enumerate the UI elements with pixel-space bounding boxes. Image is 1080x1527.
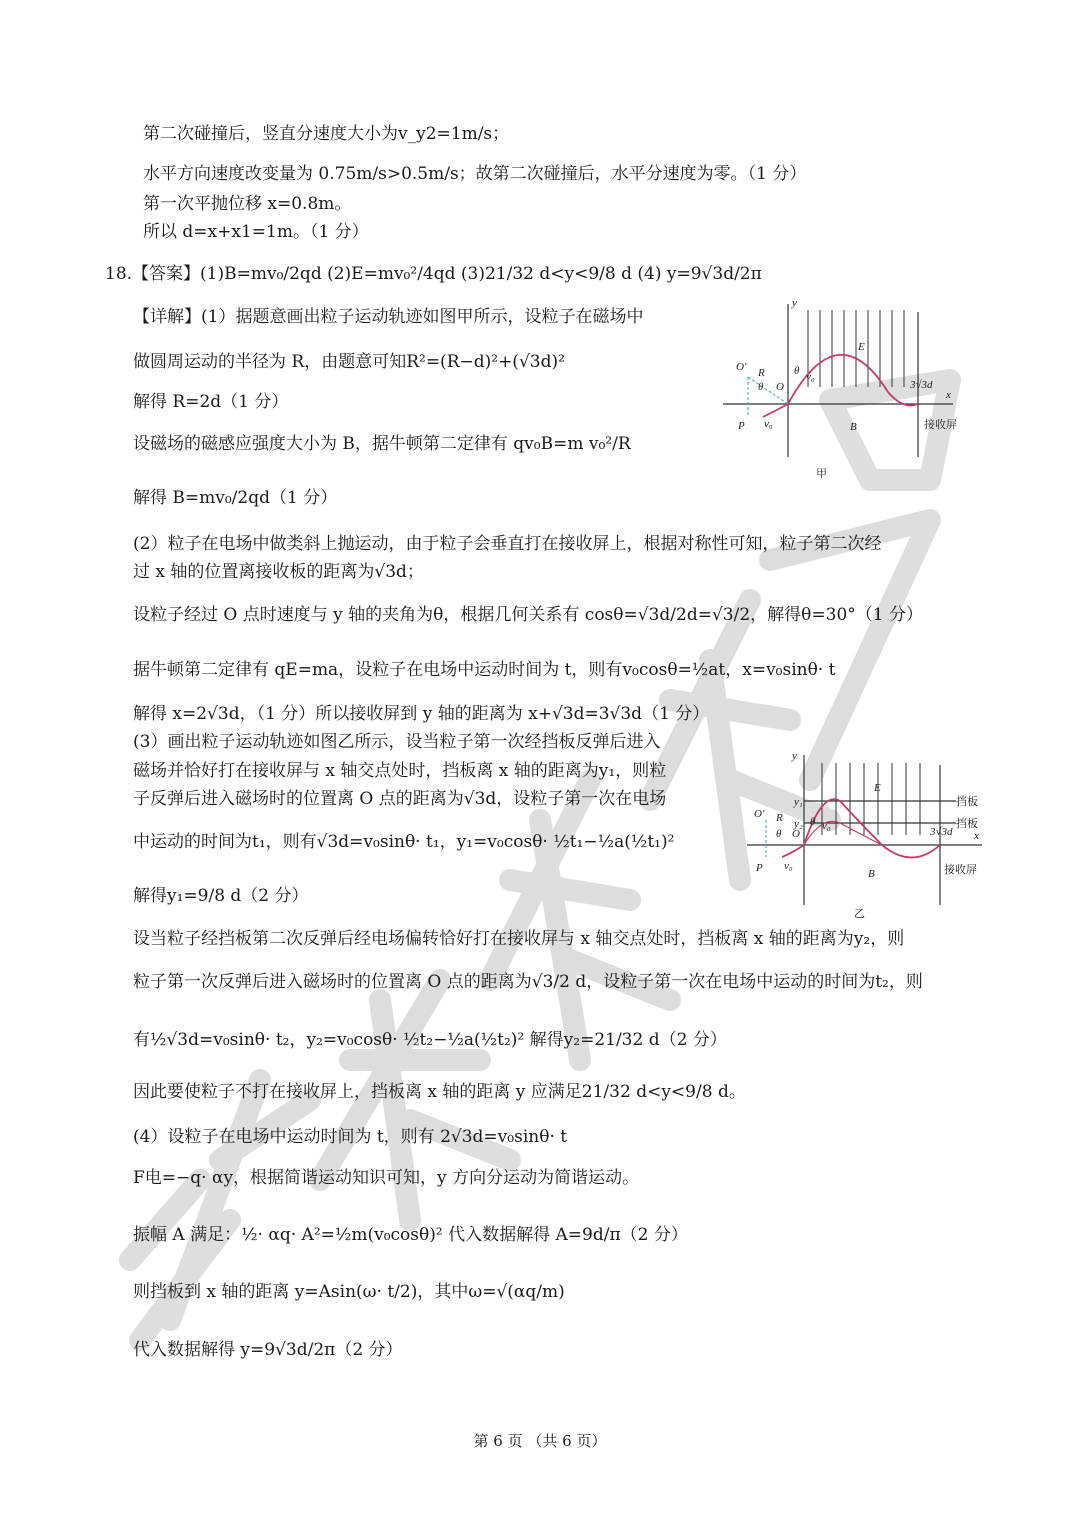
fig-label: O: [776, 381, 784, 393]
fig-label: x: [946, 389, 951, 401]
fig-label: y₂: [794, 818, 803, 830]
text-line: 粒子第一次反弹后进入磁场时的位置离 O 点的距离为√3/2 d，设粒子第一次在电场中运动的时间为t₂，则: [133, 972, 923, 992]
text-line: 子反弹后进入磁场时的位置离 O 点的距离为√3d，设粒子第一次在电场: [133, 789, 667, 809]
fig-label: θ: [810, 816, 816, 828]
fig-label: P: [738, 420, 745, 432]
fig-label: O': [754, 808, 765, 820]
text-line: (2）粒子在电场中做类斜上抛运动，由于粒子会垂直打在接收屏上，根据对称性可知，粒子第二次经: [133, 534, 882, 554]
fig-label: θ: [776, 828, 782, 840]
text-line: 设当粒子经挡板第二次反弹后经电场偏转恰好打在接收屏与 x 轴交点处时，挡板离 x 轴的距离为y₂，则: [133, 929, 905, 949]
fig-label: x: [974, 830, 979, 842]
text-line: 则挡板到 x 轴的距离 y=Asin(ω· t/2)，其中ω=√(αq/m): [133, 1282, 565, 1302]
text-line: (4）设粒子在电场中运动时间为 t，则有 2√3d=v₀sinθ· t: [133, 1127, 568, 1147]
fig-label: B: [868, 868, 875, 880]
fig-label: y: [792, 750, 797, 762]
fig-label: 3√3d: [910, 379, 933, 391]
fig-label: O: [792, 828, 800, 840]
fig-caption: 乙: [854, 908, 865, 920]
fig-label: y₁: [794, 796, 803, 808]
fig-label: 挡板: [956, 796, 978, 808]
text-line: 做圆周运动的半径为 R，由题意可知R²=(R−d)²+(√3d)²: [133, 352, 565, 372]
fig-label: y: [792, 297, 797, 309]
text-line: 过 x 轴的位置离接收板的距离为√3d；: [133, 562, 424, 582]
fig-label: v₀: [806, 371, 815, 383]
fig-label: v₀: [822, 820, 831, 832]
text-line: 解得 R=2d（1 分）: [133, 392, 289, 412]
text-line: 解得y₁=9/8 d（2 分）: [133, 886, 309, 906]
text-line: (3）画出粒子运动轨迹如图乙所示，设当粒子第一次经挡板反弹后进入: [133, 732, 661, 752]
text-line: 水平方向速度改变量为 0.75m/s>0.5m/s；故第二次碰撞后，水平分速度为零。（1 分）: [143, 164, 807, 184]
text-line: F电=−q· αy，根据简谐运动知识可知，y 方向分运动为简谐运动。: [133, 1168, 640, 1188]
text-line: 第二次碰撞后，竖直分速度大小为v_y2=1m/s；: [143, 124, 510, 144]
fig-label: 接收屏: [944, 864, 977, 876]
fig-label: B: [850, 421, 857, 433]
fig-label: 接收屏: [924, 419, 957, 431]
fig-label: R: [776, 812, 783, 824]
fig-label: E: [874, 782, 881, 794]
text-line: 第一次平抛位移 x=0.8m。: [143, 194, 352, 214]
fig-label: v₀: [784, 860, 793, 872]
text-line: 设粒子经过 O 点时速度与 y 轴的夹角为θ，根据几何关系有 cosθ=√3d/2d=√3/2，解得θ=30°（1 分）: [133, 605, 923, 625]
fig-label: E: [858, 341, 865, 353]
figure-jia: [718, 292, 958, 482]
fig-label: R: [758, 367, 765, 379]
text-line: 据牛顿第二定律有 qE=ma，设粒子在电场中运动时间为 t，则有v₀cosθ=½at，x=v₀sinθ· t: [133, 660, 836, 680]
text-line: 【详解】(1）据题意画出粒子运动轨迹如图甲所示，设粒子在磁场中: [133, 307, 644, 327]
text-line: 因此要使粒子不打在接收屏上，挡板离 x 轴的距离 y 应满足21/32 d<y<9/8 d。: [133, 1082, 746, 1102]
fig-label: O': [736, 361, 747, 373]
figure-yi: [742, 745, 992, 925]
text-line: 设磁场的磁感应强度大小为 B，据牛顿第二定律有 qv₀B=m v₀²/R: [133, 434, 631, 454]
fig-label: θ: [758, 381, 764, 393]
fig-caption: 甲: [816, 468, 827, 480]
text-line: 所以 d=x+x1=1m。（1 分）: [143, 222, 369, 242]
text-line: 中运动的时间为t₁，则有√3d=v₀sinθ· t₁，y₁=v₀cosθ· ½t₁−½a(½t₁)²: [133, 832, 675, 852]
fig-label: 3√3d: [930, 826, 953, 838]
text-line: 有½√3d=v₀sinθ· t₂，y₂=v₀cosθ· ½t₂−½a(½t₂)² 解得y₂=21/32 d（2 分）: [133, 1030, 727, 1050]
answer-line: 18.【答案】(1)B=mv₀/2qd (2)E=mv₀²/4qd (3)21/32 d<y<9/8 d (4) y=9√3d/2π: [105, 264, 762, 284]
fig-label: 挡板: [956, 818, 978, 830]
fig-label: v₀: [764, 418, 773, 430]
text-line: 代入数据解得 y=9√3d/2π（2 分）: [133, 1340, 403, 1360]
text-line: 解得 x=2√3d，（1 分）所以接收屏到 y 轴的距离为 x+√3d=3√3d（1 分）: [133, 704, 710, 724]
page-footer: 第 6 页 （共 6 页）: [473, 1432, 607, 1450]
text-line: 解得 B=mv₀/2qd（1 分）: [133, 488, 338, 508]
text-line: 磁场并恰好打在接收屏与 x 轴交点处时，挡板离 x 轴的距离为y₁，则粒: [133, 761, 667, 781]
text-line: 振幅 A 满足：½· αq· A²=½m(v₀cosθ)² 代入数据解得 A=9d/π（2 分）: [133, 1225, 688, 1245]
fig-label: P: [756, 862, 763, 874]
fig-label: θ: [794, 365, 800, 377]
